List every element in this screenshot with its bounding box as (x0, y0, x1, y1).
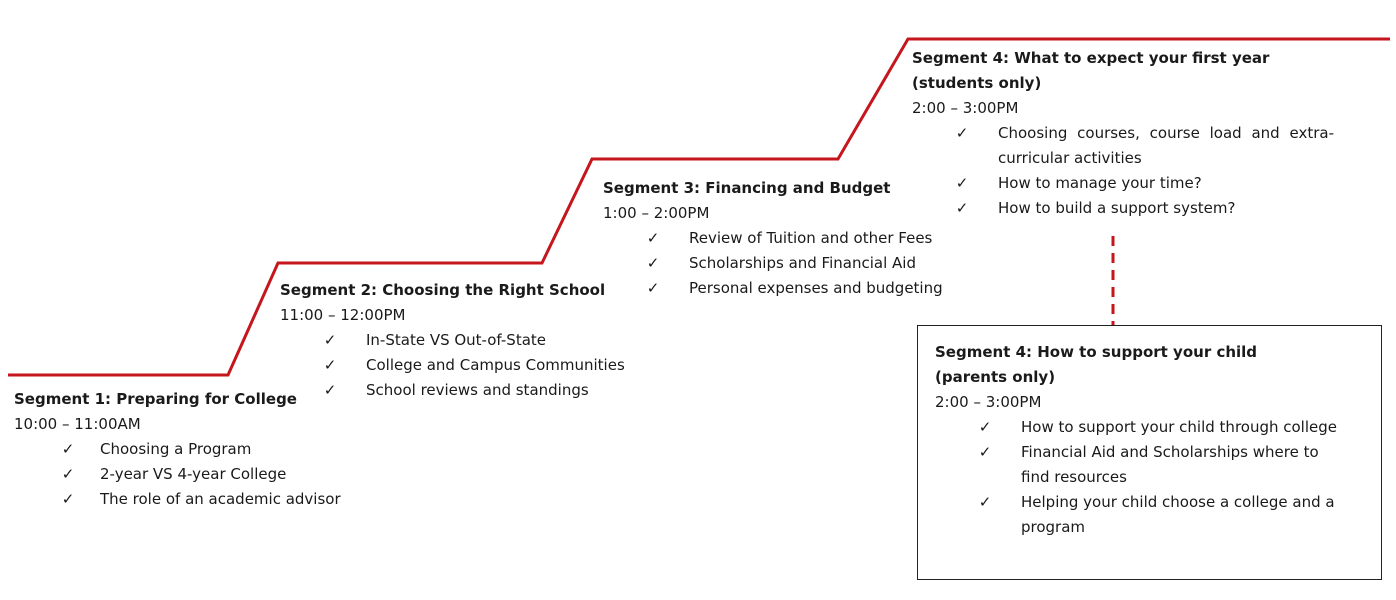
segment-4-students (912, 46, 1340, 221)
list-item (912, 196, 1340, 221)
segment-3-time: 1:00 – 2:00PM (603, 204, 710, 222)
list-item (603, 226, 1003, 251)
list-item (280, 353, 680, 378)
segment-3-list (603, 226, 1003, 301)
list-item-text: School reviews and standings (366, 381, 589, 399)
list-item-text: College and Campus Communities (366, 356, 625, 374)
checkmark-icon: ✓ (978, 493, 992, 511)
list-item (912, 171, 1340, 196)
list-item-text: Choosing a Program (100, 440, 252, 458)
list-item (280, 328, 680, 353)
segment-2-title: Segment 2: Choosing the Right School (280, 281, 606, 299)
segment-1-time: 10:00 – 11:00AM (14, 415, 141, 433)
list-item (603, 251, 1003, 276)
segment-1 (14, 387, 344, 512)
segment-4-students-list (912, 121, 1340, 221)
list-item (280, 378, 680, 403)
list-item (935, 440, 1365, 490)
list-item-text: Personal expenses and budgeting (689, 279, 943, 297)
list-item (935, 490, 1365, 540)
list-item (935, 415, 1365, 440)
checkmark-icon: ✓ (646, 229, 660, 247)
list-item (14, 487, 344, 512)
list-item-text: How to build a support system? (998, 199, 1236, 217)
checkmark-icon: ✓ (323, 381, 337, 399)
list-item-text: In-State VS Out-of-State (366, 331, 547, 349)
checkmark-icon: ✓ (323, 331, 337, 349)
segment-2-list (280, 328, 680, 403)
checkmark-icon: ✓ (955, 199, 969, 217)
segment-4-parents (935, 340, 1365, 540)
segment-4-parents-list (935, 415, 1365, 540)
list-item (603, 276, 1003, 301)
checkmark-icon: ✓ (955, 174, 969, 192)
segment-4-students-title: Segment 4: What to expect your first year (912, 49, 1270, 67)
checkmark-icon: ✓ (61, 465, 75, 483)
segment-4-students-time: 2:00 – 3:00PM (912, 99, 1019, 117)
list-item-text: Review of Tuition and other Fees (689, 229, 933, 247)
list-item-text: How to manage your time? (998, 174, 1202, 192)
list-item-text: 2-year VS 4-year College (100, 465, 287, 483)
list-item-text: Financial Aid and Scholarships where to find resources (1021, 443, 1319, 486)
checkmark-icon: ✓ (646, 254, 660, 272)
list-item-text: How to support your child through college (1021, 418, 1337, 436)
list-item (14, 462, 344, 487)
list-item-text: Scholarships and Financial Aid (689, 254, 916, 272)
list-item-text: Choosing courses, course load and extra-curricular activities (998, 124, 1334, 167)
segment-4-parents-subtitle: (parents only) (935, 368, 1056, 386)
checkmark-icon: ✓ (646, 279, 660, 297)
checkmark-icon: ✓ (61, 440, 75, 458)
segment-4-students-subtitle: (students only) (912, 74, 1042, 92)
checkmark-icon: ✓ (978, 418, 992, 436)
checkmark-icon: ✓ (955, 124, 969, 142)
segment-4-parents-title: Segment 4: How to support your child (935, 343, 1258, 361)
list-item-text: The role of an academic advisor (100, 490, 341, 508)
segment-1-list (14, 437, 344, 512)
checkmark-icon: ✓ (61, 490, 75, 508)
segment-2-time: 11:00 – 12:00PM (280, 306, 406, 324)
segment-1-title: Segment 1: Preparing for College (14, 390, 297, 408)
checkmark-icon: ✓ (323, 356, 337, 374)
list-item (912, 121, 1340, 171)
list-item (14, 437, 344, 462)
segment-3-title: Segment 3: Financing and Budget (603, 179, 891, 197)
segment-4-parents-time: 2:00 – 3:00PM (935, 393, 1042, 411)
list-item-text: Helping your child choose a college and a program (1021, 493, 1335, 536)
checkmark-icon: ✓ (978, 443, 992, 461)
